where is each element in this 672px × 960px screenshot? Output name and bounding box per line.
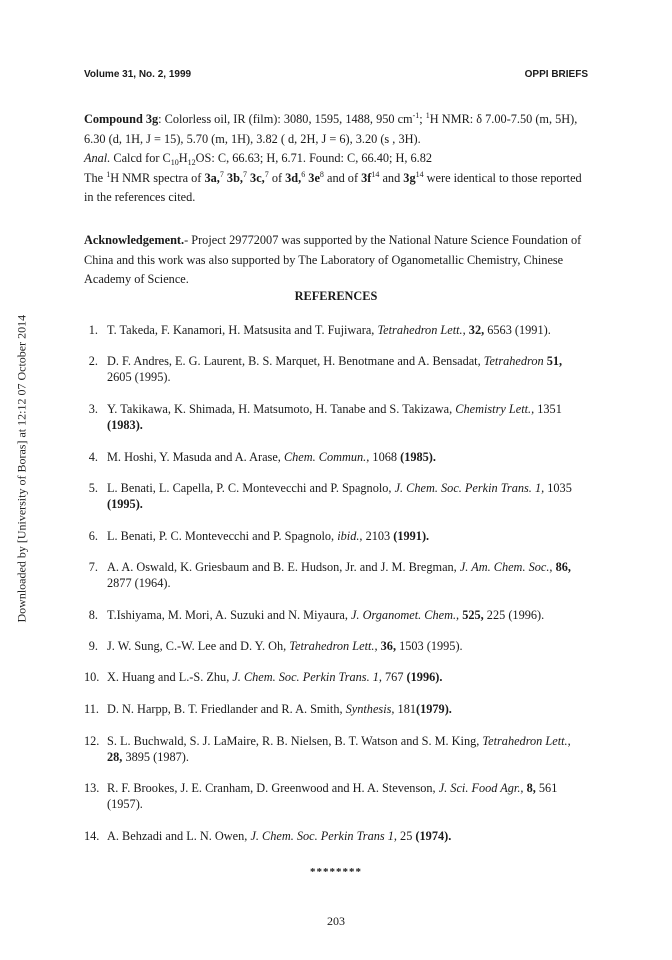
h-isotope: 1 bbox=[425, 111, 430, 120]
reference-number: 9. bbox=[88, 639, 98, 653]
compound-3a: 3a, bbox=[204, 170, 220, 185]
cm-exponent: -1 bbox=[412, 111, 420, 120]
reference-pages: 767 bbox=[381, 670, 407, 684]
reference-number: 5. bbox=[88, 481, 98, 495]
compound-3e: 3e bbox=[305, 170, 320, 185]
reference-journal: J. Chem. Soc. Perkin Trans. 1, bbox=[394, 481, 545, 495]
reference-number: 8. bbox=[88, 608, 98, 622]
reference-volume: 86, bbox=[555, 560, 571, 574]
reference-number: 14. bbox=[84, 829, 100, 843]
reference-text bbox=[107, 559, 588, 591]
reference-volume: (1983). bbox=[107, 418, 143, 432]
of-text: of bbox=[268, 170, 286, 185]
reference-pages: 25 bbox=[396, 829, 416, 843]
h-letter: H bbox=[178, 151, 188, 165]
reference-text bbox=[107, 449, 588, 465]
reference-text bbox=[107, 528, 588, 544]
reference-journal: J. Chem. Soc. Perkin Trans 1, bbox=[250, 829, 397, 843]
semicolon: ; bbox=[419, 112, 426, 126]
reference-number: 6. bbox=[88, 529, 98, 543]
end-mark: ******** bbox=[310, 866, 362, 878]
reference-authors: L. Benati, L. Capella, P. C. Montevecchi and P. Spagnolo, bbox=[107, 481, 395, 495]
references-heading: REFERENCES bbox=[294, 289, 378, 303]
reference-pages: 1351 bbox=[534, 402, 562, 416]
reference-journal: ibid., bbox=[337, 529, 363, 543]
reference-tail: 225 (1996). bbox=[483, 608, 545, 622]
compound-label: Compound 3g bbox=[84, 112, 159, 126]
spectra-h-isotope: 1 bbox=[106, 169, 111, 179]
reference-volume: (1996). bbox=[406, 670, 443, 684]
reference-tail: 2605 (1995). bbox=[107, 370, 171, 384]
reference-journal: Chem. Commun., bbox=[283, 450, 370, 464]
reference-volume: 8, bbox=[526, 781, 536, 795]
reference-volume: (1974). bbox=[415, 829, 452, 843]
reference-journal: J. Organomet. Chem., bbox=[350, 608, 460, 622]
compound-ir: : Colorless oil, IR (film): 3080, 1595, 1488, 950 cm bbox=[158, 112, 413, 126]
reference-volume: (1985). bbox=[400, 450, 436, 464]
reference-text bbox=[107, 701, 588, 717]
reference-authors: T.Ishiyama, M. Mori, A. Suzuki and N. Miyaura, bbox=[107, 608, 351, 622]
reference-volume: (1979). bbox=[416, 702, 452, 716]
anal-label: Anal. bbox=[84, 151, 111, 165]
calcd-post: OS: C, 66.63; H, 6.71. Found: C, 66.40; H, 6.82 bbox=[195, 151, 433, 165]
reference-volume: 51, bbox=[546, 354, 563, 368]
reference-pages: 181 bbox=[394, 702, 417, 716]
reference-authors: S. L. Buchwald, S. J. LaMaire, R. B. Nielsen, B. T. Watson and S. M. King, bbox=[107, 734, 483, 748]
reference-text bbox=[107, 828, 588, 844]
reference-journal: J. Am. Chem. Soc., bbox=[459, 560, 553, 574]
reference-journal: Chemistry Lett., bbox=[455, 402, 535, 416]
reference-number: 10. bbox=[84, 670, 100, 684]
ref-3g: 14 bbox=[415, 169, 424, 179]
compound-nmr: H NMR: δ 7.00-7.50 (m, 5H), bbox=[429, 112, 578, 126]
reference-journal: Tetrahedron Lett., bbox=[289, 639, 378, 653]
reference-text bbox=[107, 638, 588, 654]
reference-text bbox=[107, 401, 588, 433]
ref-3a: 7 bbox=[219, 169, 224, 179]
reference-tail: 6563 (1991). bbox=[484, 323, 551, 337]
acknowledgement-paragraph bbox=[84, 231, 588, 290]
reference-authors: Y. Takikawa, K. Shimada, H. Matsumoto, H. Tanabe and S. Takizawa, bbox=[107, 402, 456, 416]
compound-3f: 3f bbox=[361, 170, 372, 185]
reference-authors: R. F. Brookes, J. E. Cranham, D. Greenwood and H. A. Stevenson, bbox=[107, 781, 439, 795]
reference-number: 3. bbox=[88, 402, 98, 416]
ref-3d: 6 bbox=[301, 169, 306, 179]
reference-text bbox=[107, 353, 588, 385]
reference-tail: 2877 (1964). bbox=[107, 576, 171, 590]
header-section: OPPI BRIEFS bbox=[524, 69, 588, 80]
compound-3c: 3c, bbox=[246, 170, 265, 185]
reference-number: 13. bbox=[84, 781, 100, 795]
reference-volume: 32, bbox=[468, 323, 485, 337]
reference-volume: 28, bbox=[107, 750, 123, 764]
reference-authors: A. Behzadi and L. N. Owen, bbox=[107, 829, 251, 843]
reference-text bbox=[107, 480, 588, 512]
reference-journal: J. Sci. Food Agr., bbox=[438, 781, 524, 795]
c-subscript: 10 bbox=[170, 158, 179, 167]
reference-authors: A. A. Oswald, K. Griesbaum and B. E. Hudson, Jr. and J. M. Bregman, bbox=[107, 560, 460, 574]
reference-number: 7. bbox=[88, 560, 98, 574]
reference-number: 2. bbox=[88, 354, 98, 368]
reference-tail: 1503 (1995). bbox=[396, 639, 463, 653]
reference-volume: 36, bbox=[380, 639, 397, 653]
calcd-pre: Calcd for C bbox=[110, 151, 171, 165]
reference-journal: Tetrahedron Lett., bbox=[482, 734, 571, 748]
reference-authors: D. F. Andres, E. G. Laurent, B. S. Marquet, H. Benotmane and A. Bensadat, bbox=[107, 354, 484, 368]
reference-volume: (1995). bbox=[107, 497, 143, 511]
reference-number: 11. bbox=[84, 702, 99, 716]
acknowledgement-text: - Project 29772007 was supported by the National Nature Science Foundation of China and this work was also supported by The Laboratory of Oganometallic Chemistry, Chinese Academy of Science. bbox=[84, 233, 582, 286]
reference-volume: (1991). bbox=[393, 529, 430, 543]
compound-3b: 3b, bbox=[223, 170, 243, 185]
reference-authors: D. N. Harpp, B. T. Friedlander and R. A. Smith, bbox=[107, 702, 346, 716]
reference-text bbox=[107, 322, 588, 338]
reference-journal: Tetrahedron Lett., bbox=[377, 323, 466, 337]
ref-3c: 7 bbox=[264, 169, 269, 179]
reference-pages: 2103 bbox=[362, 529, 394, 543]
reference-authors: J. W. Sung, C.-W. Lee and D. Y. Oh, bbox=[107, 639, 290, 653]
reference-authors: X. Huang and L.-S. Zhu, bbox=[107, 670, 233, 684]
h-subscript: 12 bbox=[187, 158, 196, 167]
reference-number: 4. bbox=[88, 450, 98, 464]
download-watermark: Downloaded by [University of Boras] at 12:12 07 October 2014 bbox=[14, 314, 29, 623]
and-text: and bbox=[379, 170, 404, 185]
acknowledgement-label: Acknowledgement. bbox=[84, 233, 185, 247]
reference-number: 12. bbox=[84, 734, 100, 748]
spectra-mid: H NMR spectra of bbox=[110, 170, 205, 185]
ref-3b: 7 bbox=[242, 169, 247, 179]
compound-nmr-cont: 6.30 (d, 1H, J = 15), 5.70 (m, 1H), 3.82 ( d, 2H, J = 6), 3.20 (s , 3H). bbox=[84, 131, 421, 146]
reference-volume: 525, bbox=[462, 608, 484, 622]
reference-pages: 1068 bbox=[369, 450, 401, 464]
reference-text bbox=[107, 733, 588, 765]
compound-paragraph bbox=[84, 110, 588, 208]
reference-authors: M. Hoshi, Y. Masuda and A. Arase, bbox=[107, 450, 284, 464]
reference-journal: Synthesis, bbox=[345, 702, 395, 716]
reference-text bbox=[107, 669, 588, 685]
reference-text bbox=[107, 607, 588, 623]
compound-3g: 3g bbox=[403, 170, 416, 185]
header-volume: Volume 31, No. 2, 1999 bbox=[84, 69, 192, 80]
reference-authors: T. Takeda, F. Kanamori, H. Matsusita and T. Fujiwara, bbox=[107, 323, 378, 337]
ref-3e: 8 bbox=[319, 169, 324, 179]
ref-3f: 14 bbox=[371, 169, 380, 179]
reference-text bbox=[107, 780, 588, 812]
reference-tail: 561 (1957). bbox=[107, 781, 558, 811]
compound-3d: 3d, bbox=[285, 170, 302, 185]
reference-number: 1. bbox=[88, 323, 98, 337]
reference-tail: 3895 (1987). bbox=[122, 750, 189, 764]
reference-journal: J. Chem. Soc. Perkin Trans. 1, bbox=[232, 670, 382, 684]
reference-journal: Tetrahedron bbox=[483, 354, 544, 368]
spectra-last-line: in the references cited. bbox=[84, 190, 196, 204]
spectra-pre: The bbox=[84, 170, 107, 185]
and-of-text: and of bbox=[323, 170, 362, 185]
page-number: 203 bbox=[327, 914, 345, 928]
reference-pages: 1035 bbox=[544, 481, 572, 495]
reference-authors: L. Benati, P. C. Montevecchi and P. Spagnolo, bbox=[107, 529, 338, 543]
spectra-tail: were identical to those reported bbox=[423, 170, 582, 185]
